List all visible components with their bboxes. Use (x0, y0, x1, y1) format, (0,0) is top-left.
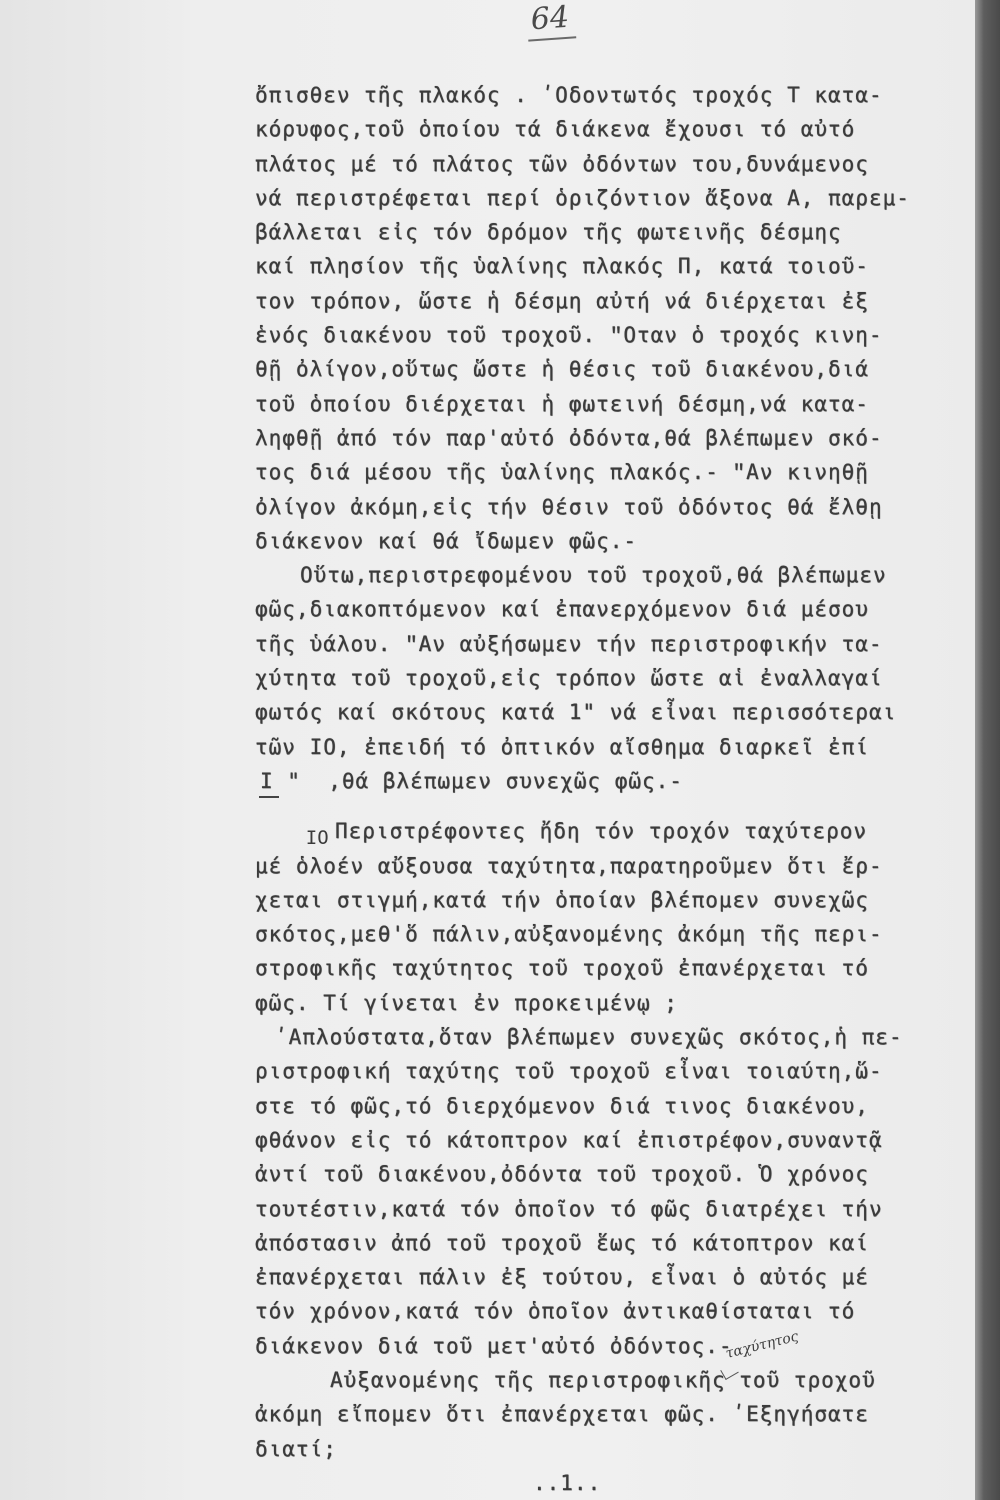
text-line: ἀκόμη εἴπομεν ὅτι ἐπανέρχεται φῶς. ʹΕξηγήσατε (255, 1402, 869, 1427)
text-line: τῆς ὑάλου. ʺΑν αὐξήσωμεν τήν περιστροφικήν τα- (255, 631, 883, 656)
text-line: ληφθῇ ἀπό τόν παρ'αὐτό ὀδόντα,θά βλέπωμεν σκό- (255, 425, 883, 450)
text-line: φθάνον εἰς τό κάτοπτρον καί ἐπιστρέφον,συναντᾷ (255, 1127, 883, 1152)
text-line: ὄπισθεν τῆς πλακός . ʹΟδοντωτός τροχός Τ κατα- (255, 83, 883, 107)
text-line: τος διά μέσου τῆς ὑαλίνης πλακός.- ʺΑν κινηθῇ (255, 460, 869, 485)
fraction-bar (259, 796, 279, 798)
text-line: τουτέστιν,κατά τόν ὁποῖον τό φῶς διατρέχει τήν (255, 1196, 883, 1221)
text-line: φῶς. Τί γίνεται ἐν προκειμένῳ ; (255, 990, 678, 1015)
text-line: τον τρόπον, ὥστε ἡ δέσμη αὐτή νά διέρχεται ἐξ (255, 288, 869, 313)
text-line: τῶν ΙΟ, ἐπειδή τό ὀπτικόν αἴσθημα διαρκεῖ ἐπί (255, 734, 869, 759)
text-line: κόρυφος,τοῦ ὁποίου τά διάκενα ἔχουσι τό αὐτό (255, 117, 856, 142)
text-line: στροφικῆς ταχύτητος τοῦ τροχοῦ ἐπανέρχεται τό (255, 956, 869, 981)
fraction-denominator: ΙΟ (305, 827, 329, 850)
text-line: χύτητα τοῦ τροχοῦ,εἰς τρόπον ὥστε αἱ ἐναλλαγαί (255, 666, 883, 691)
page-number: 64 (526, 0, 577, 41)
text-line: θῇ ὀλίγον,οὕτως ὥστε ἡ θέσις τοῦ διακένου,διά (255, 357, 869, 382)
text-line: ἀντί τοῦ διακένου,ὀδόντα τοῦ τροχοῦ. Ὁ χρόνος (255, 1162, 869, 1187)
page-footer-marker: ..1.. (533, 1470, 602, 1495)
text-line: καί πλησίον τῆς ὑαλίνης πλακός Π, κατά τοιοῦ- (255, 254, 869, 279)
paragraph-start-line: Περιστρέφοντες ἤδη τόν τροχόν ταχύτερον (335, 819, 868, 844)
text-line: διάκενον διά τοῦ μετ'αὐτό ὀδόντος.- (255, 1333, 733, 1358)
text-line: σκότος,μεθ'ὅ πάλιν,αὐξανομένης ἀκόμη τῆς περι- (255, 922, 883, 947)
text-line: ἐπανέρχεται πάλιν ἐξ τούτου, εἶναι ὁ αὐτός μέ (255, 1265, 869, 1290)
paragraph-start-line: ʹΑπλούστατα,ὅταν βλέπωμεν συνεχῶς σκότος,ἡ πε- (275, 1025, 903, 1050)
text-line: βάλλεται εἰς τόν δρόμον τῆς φωτεινῆς δέσμης (255, 220, 842, 245)
text-line: τοῦ ὁποίου διέρχεται ἡ φωτεινή δέσμη,νά κατα- (255, 391, 869, 416)
text-line: νά περιστρέφεται περί ὁριζόντιον ἄξονα Α, παρεμ- (255, 185, 910, 210)
handwritten-insertion: ταχύτητος (724, 1328, 801, 1362)
text-line: φωτός καί σκότους κατά 1" νά εἶναι περισσότεραι (255, 700, 897, 725)
paragraph-start-line: Οὕτω,περιστρεφομένου τοῦ τροχοῦ,θά βλέπωμεν (300, 563, 887, 588)
text-line: Ι " ,θά βλέπωμεν συνεχῶς φῶς.- (260, 768, 683, 793)
text-line: ἀπόστασιν ἀπό τοῦ τροχοῦ ἕως τό κάτοπτρον καί (255, 1230, 869, 1255)
text-line: χεται στιγμή,κατά τήν ὁποίαν βλέπομεν συνεχῶς (255, 887, 869, 912)
text-line: ὀλίγον ἀκόμη,εἰς τήν θέσιν τοῦ ὀδόντος θά ἔλθῃ (255, 494, 883, 519)
paragraph-start-line: Αὐξανομένης τῆς περιστροφικῆς τοῦ τροχοῦ (330, 1367, 876, 1392)
text-line: ἑνός διακένου τοῦ τροχοῦ. ʺΟταν ὁ τροχός κινη- (255, 323, 883, 348)
text-line: μέ ὁλοέν αὔξουσα ταχύτητα,παρατηροῦμεν ὅτι ἔρ- (255, 853, 883, 878)
text-line: τόν χρόνον,κατά τόν ὁποῖον ἀντικαθίσταται τό (255, 1299, 856, 1324)
text-line: διάκενον καί θά ἴδωμεν φῶς.- (255, 528, 638, 553)
adjacent-page-edge (975, 0, 1000, 1500)
text-line: φῶς,διακοπτόμενον καί ἐπανερχόμενον διά μέσου (255, 597, 869, 622)
text-line: πλάτος μέ τό πλάτος τῶν ὀδόντων του,δυνάμενος (255, 151, 869, 176)
text-line: ριστροφική ταχύτης τοῦ τροχοῦ εἶναι τοιαύτη,ὥ- (255, 1059, 883, 1084)
typed-text-body (255, 78, 970, 1500)
text-line: διατί; (255, 1436, 337, 1461)
text-line: στε τό φῶς,τό διερχόμενον διά τινος διακένου, (255, 1093, 869, 1118)
